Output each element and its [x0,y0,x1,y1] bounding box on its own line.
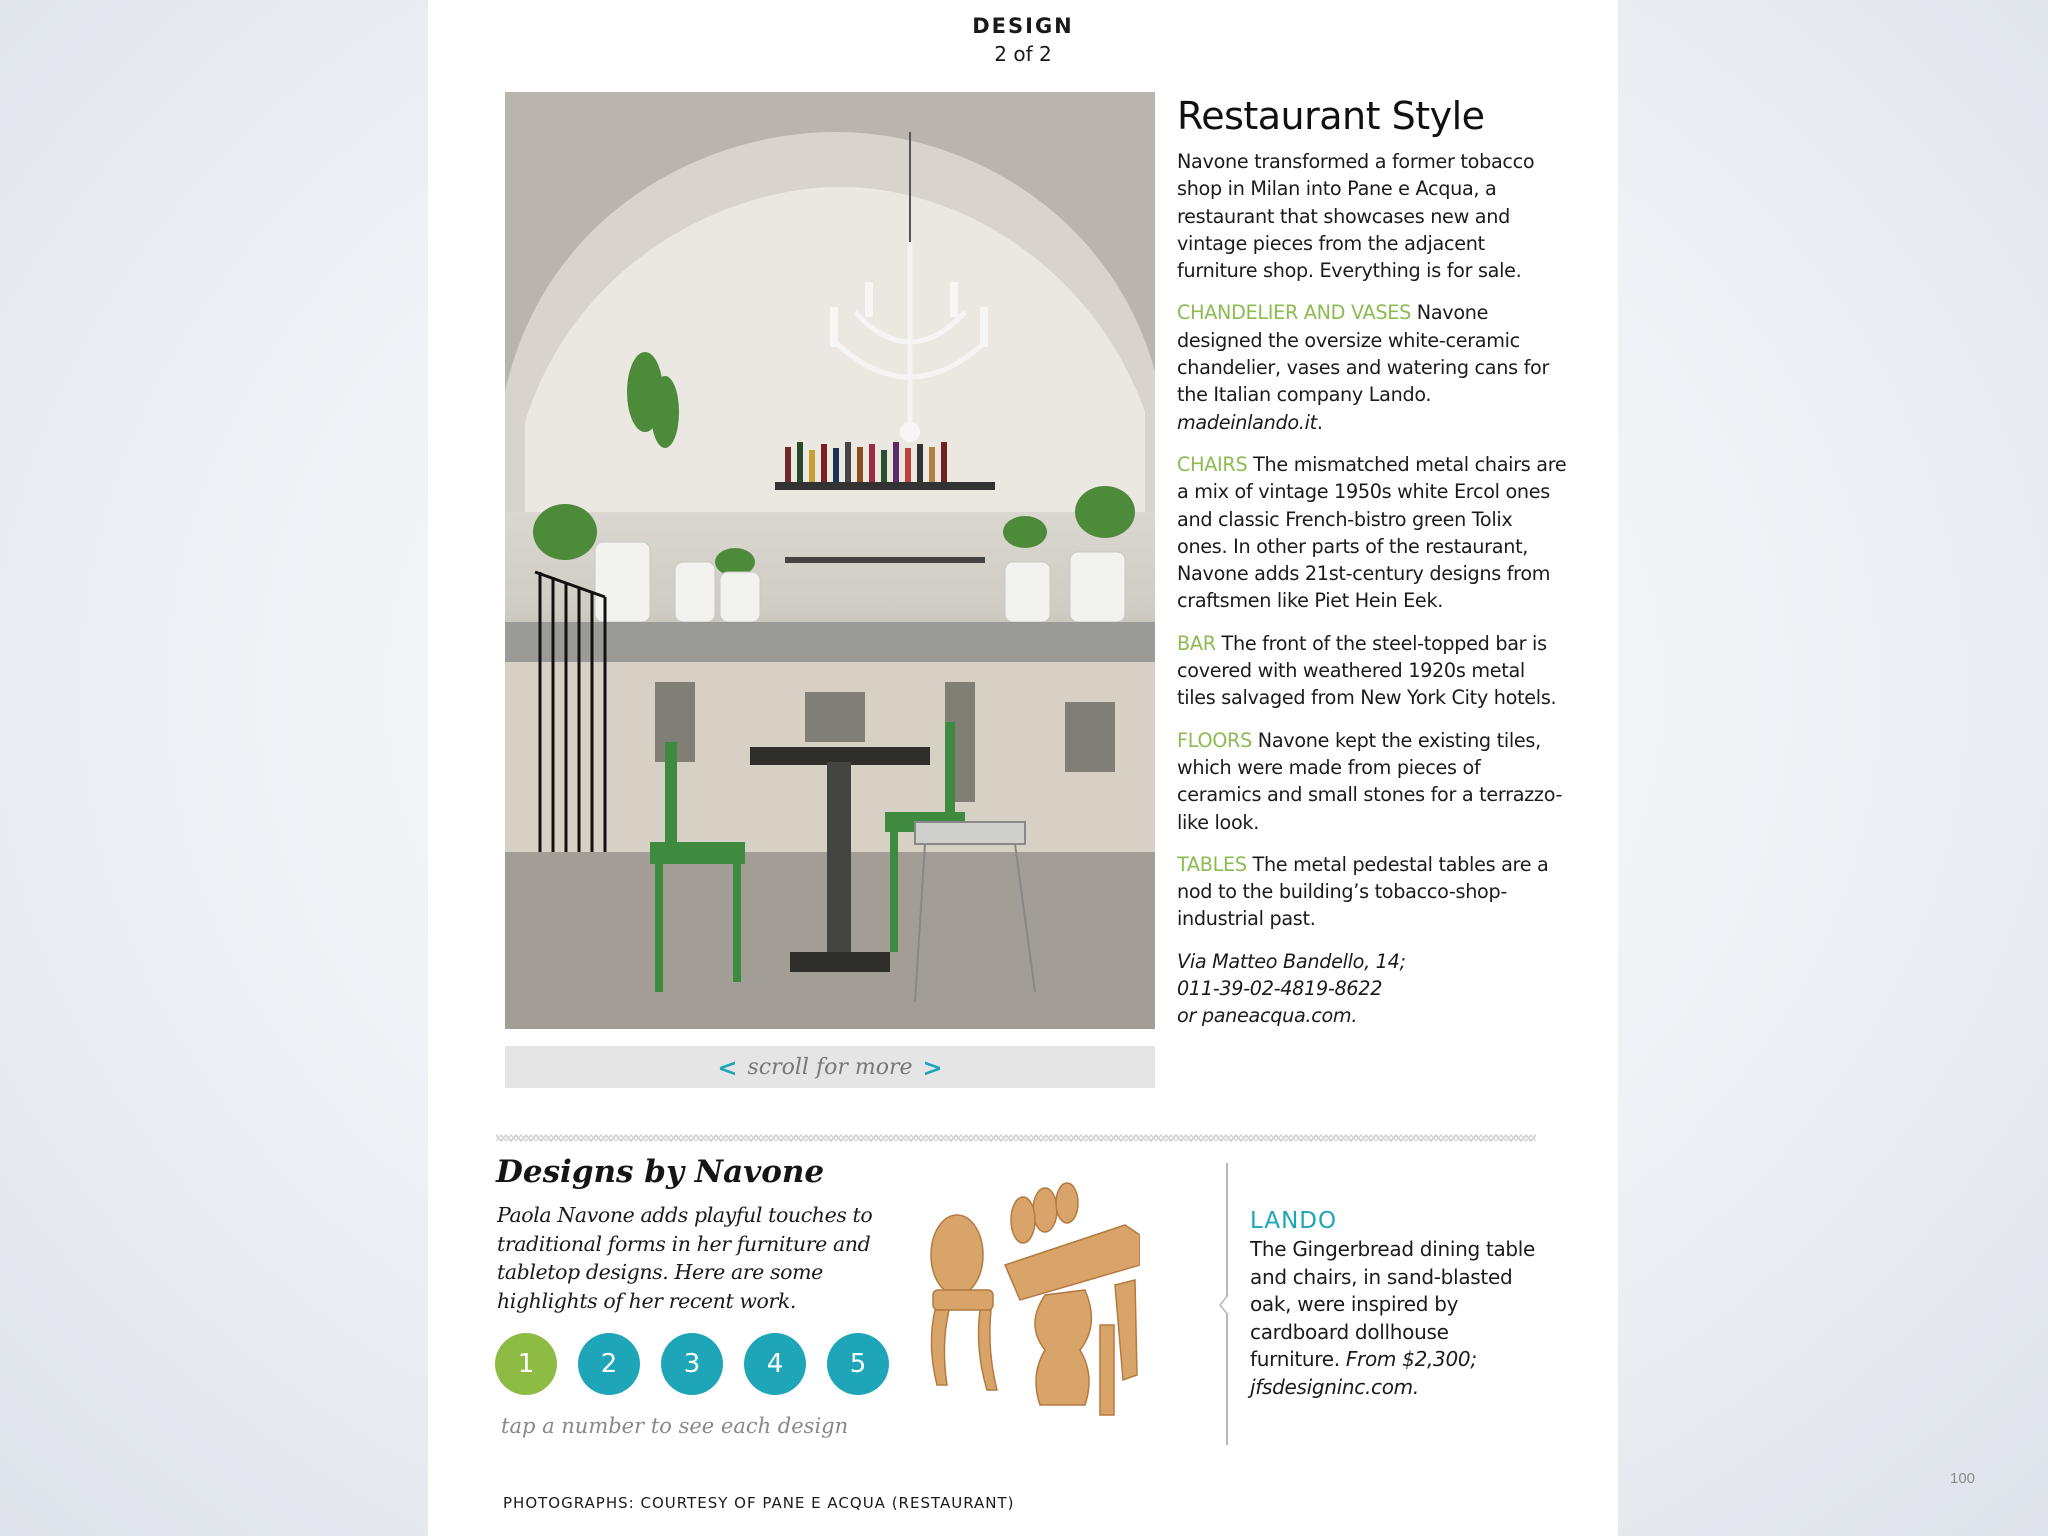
address-website[interactable]: or paneacqua.com. [1177,1004,1358,1028]
design-price: From $2,300; [1345,1347,1477,1371]
zigzag-divider [496,1131,1536,1145]
design-number-3[interactable]: 3 [661,1333,723,1395]
tap-hint: tap a number to see each design [501,1414,849,1438]
article-intro: Navone transformed a former tobacco shop in Milan into Pane e Acqua, a restaurant that showcases new and vintage pieces from the adjacent furniture shop. Everything is for sale. [1177,150,1535,283]
pointer-notch-icon [1218,1295,1230,1315]
section-label: DESIGN [972,14,1074,38]
page-indicator: 2 of 2 [994,42,1052,66]
prev-arrow-icon[interactable]: < [717,1052,738,1082]
section-keyword: CHAIRS [1177,452,1248,476]
design-number-4[interactable]: 4 [744,1333,806,1395]
section-text: Navone kept the existing tiles, which were made from pieces of ceramics and small stones for a terrazzo-like look. [1177,728,1563,834]
section-tail: . [1316,410,1323,434]
section-text: The metal pedestal tables are a nod to the building’s tobacco-shop-industrial past. [1177,852,1549,931]
article-title: Restaurant Style [1177,94,1485,138]
magazine-page [428,0,1618,1536]
section-keyword: FLOORS [1177,728,1252,752]
photo-credit: PHOTOGRAPHS: COURTESY OF PANE E ACQUA (RESTAURANT) [503,1494,1015,1512]
address-phone: 011-39-02-4819-8622 [1177,977,1383,1001]
article-section [1177,851,1567,933]
design-number-2[interactable]: 2 [578,1333,640,1395]
designs-intro: Paola Navone adds playful touches to traditional forms in her furniture and tabletop designs. Here are some highlights of her recent work. [497,1203,873,1313]
slide-number: 100 [1950,1470,1976,1487]
article-section [1177,451,1567,615]
section-text: The front of the steel-topped bar is covered with weathered 1920s metal tiles salvaged from New York City hotels. [1177,631,1557,710]
design-number-5[interactable]: 5 [827,1333,889,1395]
restaurant-photo [505,92,1155,1029]
design-number-1[interactable]: 1 [495,1333,557,1395]
next-arrow-icon[interactable]: > [922,1052,943,1082]
photo-scroll-control[interactable] [505,1046,1155,1088]
article-section [1177,630,1567,712]
restaurant-address [1177,948,1567,1030]
article-section [1177,727,1567,836]
gingerbread-table-image [925,1175,1140,1440]
design-description [1250,1236,1540,1401]
brand-name: LANDO [1250,1208,1338,1234]
restaurant-photo-illustration [505,92,1155,1029]
design-link[interactable]: jfsdesigninc.com. [1250,1374,1419,1399]
address-line-1: Via Matteo Bandello, 14; [1177,949,1406,973]
design-text: The Gingerbread dining table and chairs, in sand-blasted oak, were inspired by cardboard dollhouse furniture. [1250,1237,1536,1371]
section-keyword: TABLES [1177,852,1247,876]
section-keyword: CHANDELIER AND VASES [1177,301,1411,325]
article-section [1177,299,1567,435]
section-link[interactable]: madeinlando.it [1177,410,1317,434]
section-text: The mismatched metal chairs are a mix of vintage 1950s white Ercol ones and classic French-bistro green Tolix ones. In other parts of the restaurant, Navone adds 21st-century designs from craftsmen like Piet Hein Eek. [1177,452,1567,613]
section-text: Navone designed the oversize white-ceramic chandelier, vases and watering cans for the Italian company Lando. [1177,301,1550,407]
article-body [1177,148,1567,1045]
scroll-hint: scroll for more [747,1054,913,1080]
designs-title: Designs by Navone [496,1154,825,1190]
section-keyword: BAR [1177,631,1216,655]
